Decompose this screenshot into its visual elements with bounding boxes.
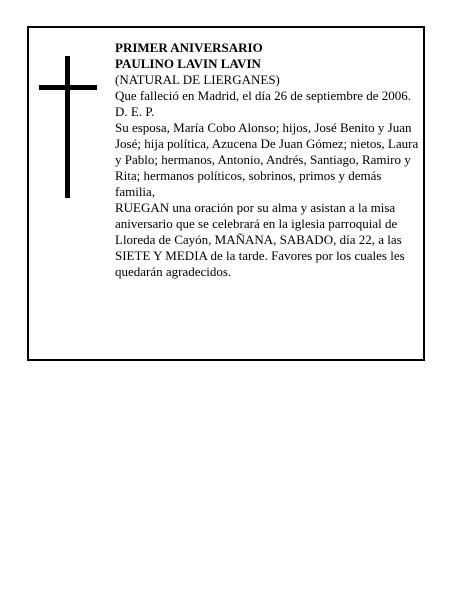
family-text: Su esposa, María Cobo Alonso; hijos, José Benito y Juan José; hija política, Azucena De Juan Gómez; nietos, Laura y Pablo; hermanos, Antonio, Andrés, Santiago, Ramiro y Rita; hermanos políticos, sobrinos, primos y demás familia,: [115, 120, 419, 199]
obituary-notice: [27, 26, 425, 361]
cross-icon: [39, 56, 97, 198]
notice-text: [115, 40, 421, 280]
cross-vertical-bar: [65, 56, 70, 198]
deceased-origin: (NATURAL DE LIERGANES): [115, 72, 280, 87]
deceased-name: PAULINO LAVIN LAVIN: [115, 56, 261, 71]
request-text: RUEGAN una oración por su alma y asistan a la misa aniversario que se celebrará en la iglesia parroquial de Lloreda de Cayón, MAÑANA, SABADO, día 22, a las SIETE Y MEDIA de la tarde. Favores por los cuales les quedarán agradecidos.: [115, 200, 405, 279]
notice-title: PRIMER ANIVERSARIO: [115, 40, 263, 55]
cross-horizontal-bar: [39, 85, 97, 90]
death-info: Que falleció en Madrid, el día 26 de septiembre de 2006.: [115, 88, 412, 103]
dep-text: D. E. P.: [115, 104, 155, 119]
